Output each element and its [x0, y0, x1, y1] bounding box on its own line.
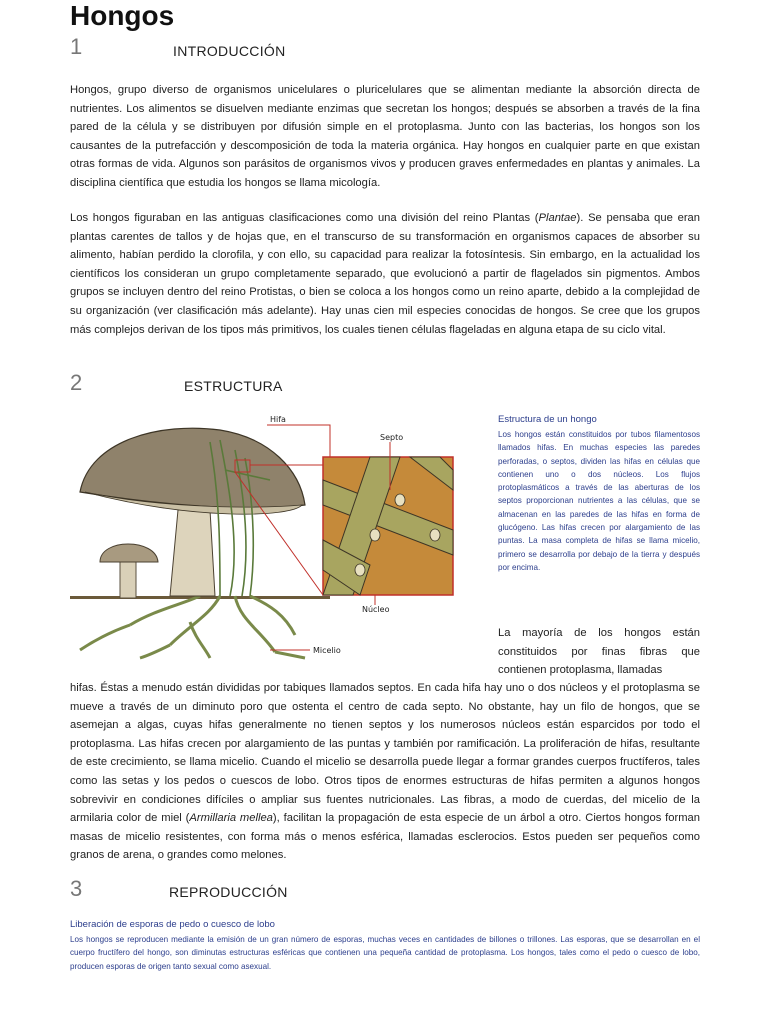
figure-caption-title: Estructura de un hongo — [498, 414, 597, 425]
label-hifa: Hifa — [270, 415, 286, 424]
intro-paragraph-1: Hongos, grupo diverso de organismos unicelulares o pluricelulares que se alimentan mediante la absorción directa de nutrientes. Los alimentos se disuelven mediante enzimas que secretan los hongos; después se absorben a través de la fina pared de la célula y se distribuyen por difusión simple en el protoplasma. Junto con las bacterias, los hongos son los causantes de la putrefacción y descomposición de toda la materia orgánica. Hay hongos en cualquier parte en que existan otras formas de vida. Algunos son parásitos de organismos vivos y producen graves enfermedades en plantas y animales. La disciplina científica que estudia los hongos se llama micología. — [70, 84, 700, 189]
label-septo: Septo — [380, 433, 404, 442]
section-heading-reproduccion: REPRODUCCIÓN — [169, 884, 288, 900]
estructura-side-paragraph: La mayoría de los hongos están constituidos por finas fibras que contienen protoplasma, llamadas — [498, 627, 700, 677]
large-mushroom-stem — [170, 510, 215, 596]
text-run: hifas. Éstas a menudo están divididas por tabiques llamados septos. En cada hifa hay uno o dos núcleos y el protoplasma se mueve a través de un diminuto poro que ostenta el centro de cada septo. No obstante, hay un filo de hongos, que se asemejan a algas, cuyas hifas generalmente no tienen septos y los numerosos núcleos están esparcidos por todo el protoplasma. Las hifas crecen por alargamiento de las puntas y también por ramificación. La proliferación de hifas, resultante de este crecimiento, se llama micelio. Cuando el micelio se desarrolla puede llegar a formar grandes cuerpos fructíferos, tales como las setas y los pedos o cuescos de lobo. Otros tipos de enormes estructuras de hifas permiten a algunos hongos sobrevivir en condiciones difíciles o ampliar sus fuentes nutricionales. Las fibras, a modo de cuerdas, del micelio de la armilaria color de miel ( — [70, 682, 700, 825]
italic-term: Armillaria mellea — [189, 812, 273, 825]
small-mushroom — [100, 544, 158, 598]
section-heading-estructura: ESTRUCTURA — [184, 378, 283, 394]
label-micelio: Micelio — [313, 646, 341, 655]
intro-paragraph-2 — [70, 209, 700, 339]
estructura-paragraph — [70, 679, 700, 865]
page-title: Hongos — [70, 0, 175, 31]
reproduction-caption-title: Liberación de esporas de pedo o cuesco de lobo — [70, 919, 275, 930]
section-number: 3 — [70, 876, 83, 901]
section-number: 2 — [70, 370, 83, 395]
text-run: ), facilitan la propagación de esta especie de un árbol a otro. Ciertos hongos forman masas de micelio resistentes, con forma más o menos esférica, llamadas esclerocios. Estos pueden ser pequeños como granos de arena, o grandes como melones. — [70, 812, 700, 862]
mycelium-roots — [80, 596, 305, 658]
large-mushroom-cap — [80, 428, 305, 508]
text-run: Los hongos figuraban en las antiguas clasificaciones como una división del reino Plantas ( — [70, 212, 539, 224]
italic-term: Plantae — [538, 212, 577, 224]
mushroom-illustration — [70, 410, 492, 660]
figure-caption-body: Los hongos están constituidos por tubos filamentosos llamados hifas. En muchas especies las paredes perforadas, o septos, dividen las hifas en células que contienen uno o dos núcleos. Los flujos protoplasmáticos a través de las aberturas de los septos proporcionan nutrientes a las células, que se almacenan en las paredes de las hifas en forma de glucógeno. Las hifas crecen por alargamiento de las puntas. La masa completa de hifas se llama micelio, primero se desarrolla por debajo de la tierra y después por encima. — [498, 430, 700, 572]
reproduction-caption-body: Los hongos se reproducen mediante la emisión de un gran número de esporas, muchas veces en cantidades de billones o trillones. Las esporas, que se desarrollan en el cuerpo fructífero del hongo, son diminutas estructuras esféricas que contienen una pequeña cantidad de protoplasma. Los hongos, tales como el pedo o cuesco de lobo, producen esporas de origen tanto sexual como asexual. — [70, 935, 700, 971]
text-run: ). Se pensaba que eran plantas carentes de tallos y de hojas que, en el transcurso de su transformación en organismos capaces de absorber su alimento, habían perdido la clorofila, y con ello, su capacidad para realizar la fotosíntesis. Sin embargo, en la actualidad los científicos los consideran un grupo completamente separado, que evolucionó a partir de flagelados sin pigmentos. Ambos grupos se incluyen dentro del reino Protistas, o bien se coloca a los hongos como un reino aparte, debido a la complejidad de su organización (ver clasificación más adelante). Hay unas cien mil especies conocidas de hongos. Se cree que los grupos más complejos derivan de los tipos más primitivos, los cuales tienen células flageladas en alguna etapa de su ciclo vital. — [70, 212, 700, 336]
section-heading-introduccion: INTRODUCCIÓN — [173, 43, 286, 59]
section-number: 1 — [70, 34, 83, 59]
label-nucleo: Núcleo — [362, 605, 390, 614]
mushroom-structure-figure — [70, 410, 492, 660]
